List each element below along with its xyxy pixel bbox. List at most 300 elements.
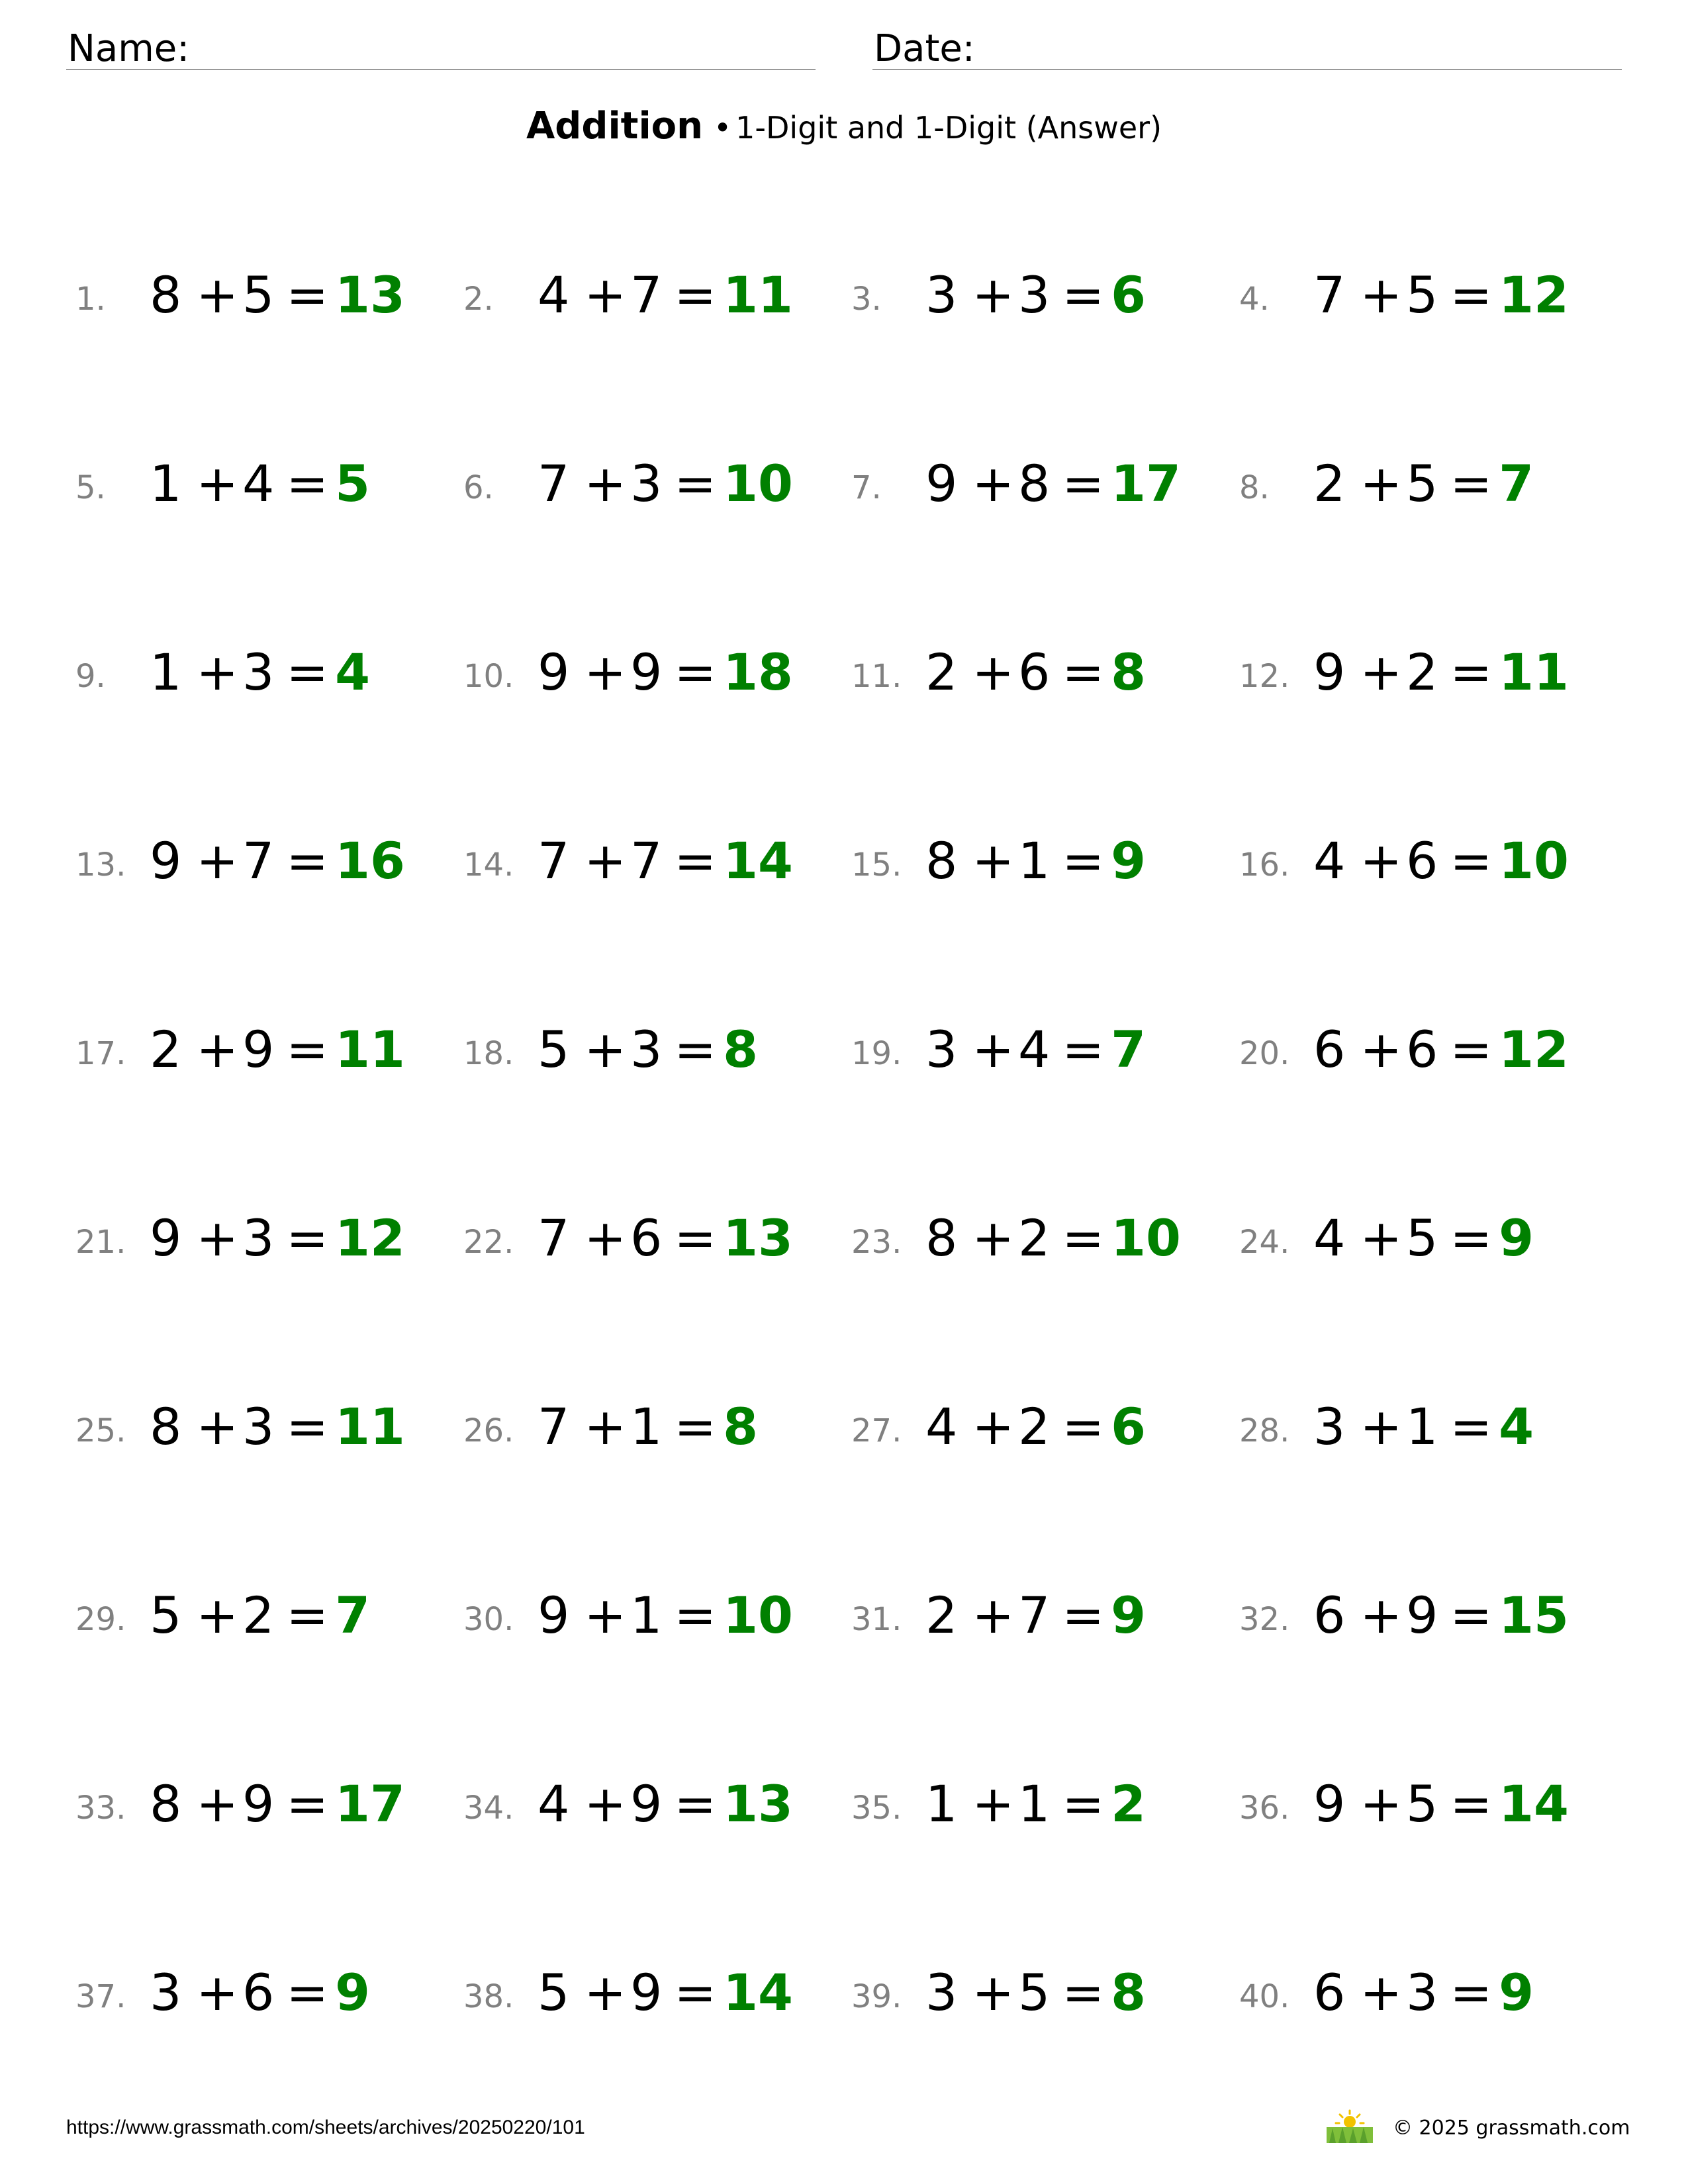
problem-item [1239, 823, 1610, 895]
equals-sign: = [674, 1586, 717, 1645]
equals-sign: = [1062, 1020, 1105, 1079]
problem-number: 13. [75, 846, 126, 884]
addend-a: 9 [925, 454, 958, 513]
equals-sign: = [1062, 1208, 1105, 1267]
addend-a: 1 [925, 1774, 958, 1833]
problem-number: 7. [851, 469, 882, 506]
problem-item [1239, 257, 1610, 330]
problem-item [1239, 1388, 1610, 1461]
answer: 17 [335, 1774, 405, 1833]
addend-a: 3 [925, 1020, 958, 1079]
addend-b: 2 [1406, 643, 1438, 702]
equals-sign: = [1062, 1586, 1105, 1645]
problem-item [463, 1011, 834, 1084]
answer: 15 [1499, 1586, 1569, 1645]
addend-b: 6 [242, 1963, 275, 2022]
problem-item [1239, 1954, 1610, 2027]
problem-item [463, 823, 834, 895]
problem-expression [150, 454, 370, 513]
answer: 7 [1499, 454, 1534, 513]
answer: 17 [1111, 454, 1181, 513]
problem-number: 22. [463, 1224, 514, 1261]
addend-a: 2 [925, 643, 958, 702]
problem-item [851, 1954, 1222, 2027]
addend-a: 3 [150, 1963, 182, 2022]
plus-sign: + [584, 1397, 627, 1456]
plus-sign: + [972, 1397, 1015, 1456]
addend-b: 4 [1018, 1020, 1051, 1079]
problem-expression [925, 643, 1146, 702]
answer: 8 [723, 1397, 758, 1456]
addend-a: 4 [538, 265, 570, 324]
equals-sign: = [1450, 1586, 1493, 1645]
plus-sign: + [972, 1586, 1015, 1645]
plus-sign: + [1360, 265, 1403, 324]
plus-sign: + [584, 1020, 627, 1079]
problem-item [851, 1766, 1222, 1839]
title-main: Addition [526, 105, 703, 148]
addend-b: 3 [630, 1020, 663, 1079]
plus-sign: + [972, 1020, 1015, 1079]
problem-number: 16. [1239, 846, 1290, 884]
problem-expression [538, 265, 793, 324]
answer: 13 [723, 1774, 793, 1833]
problem-number: 27. [851, 1412, 902, 1449]
problem-expression [150, 1397, 405, 1456]
plus-sign: + [196, 1208, 239, 1267]
addend-b: 2 [1018, 1397, 1051, 1456]
plus-sign: + [584, 1208, 627, 1267]
addend-a: 1 [150, 643, 182, 702]
equals-sign: = [286, 643, 329, 702]
addend-a: 9 [538, 643, 570, 702]
addend-a: 1 [150, 454, 182, 513]
problem-number: 24. [1239, 1224, 1290, 1261]
equals-sign: = [1450, 454, 1493, 513]
equals-sign: = [1450, 1397, 1493, 1456]
addend-a: 2 [925, 1586, 958, 1645]
plus-sign: + [1360, 643, 1403, 702]
problem-number: 36. [1239, 1790, 1290, 1827]
answer: 6 [1111, 265, 1146, 324]
plus-sign: + [972, 1208, 1015, 1267]
problem-number: 28. [1239, 1412, 1290, 1449]
problem-expression [538, 831, 793, 890]
problem-number: 29. [75, 1601, 126, 1638]
plus-sign: + [1360, 1774, 1403, 1833]
plus-sign: + [584, 1586, 627, 1645]
equals-sign: = [286, 1586, 329, 1645]
problem-expression [1313, 454, 1534, 513]
addend-b: 3 [242, 1208, 275, 1267]
addend-b: 1 [630, 1397, 663, 1456]
plus-sign: + [584, 643, 627, 702]
equals-sign: = [1062, 265, 1105, 324]
equals-sign: = [674, 643, 717, 702]
problem-item [463, 1388, 834, 1461]
addend-a: 6 [1313, 1020, 1346, 1079]
date-field[interactable] [872, 25, 1622, 70]
equals-sign: = [1450, 831, 1493, 890]
addend-a: 5 [538, 1020, 570, 1079]
answer: 10 [723, 1586, 793, 1645]
problem-item [75, 1766, 446, 1839]
problem-number: 18. [463, 1035, 514, 1072]
problem-item [463, 445, 834, 518]
problem-number: 3. [851, 281, 882, 318]
problem-expression [925, 1208, 1181, 1267]
equals-sign: = [1450, 1020, 1493, 1079]
answer: 9 [1499, 1208, 1534, 1267]
equals-sign: = [674, 1020, 717, 1079]
addend-b: 5 [242, 265, 275, 324]
addend-a: 8 [925, 1208, 958, 1267]
equals-sign: = [674, 1774, 717, 1833]
problem-item [75, 1200, 446, 1273]
equals-sign: = [674, 1208, 717, 1267]
addend-a: 5 [538, 1963, 570, 2022]
addend-a: 7 [1313, 265, 1346, 324]
addend-b: 1 [630, 1586, 663, 1645]
plus-sign: + [972, 831, 1015, 890]
equals-sign: = [674, 265, 717, 324]
problem-item [1239, 1766, 1610, 1839]
title-subtitle: 1-Digit and 1-Digit (Answer) [735, 110, 1162, 146]
problem-expression [1313, 1397, 1534, 1456]
answer: 11 [1499, 643, 1569, 702]
answer: 6 [1111, 1397, 1146, 1456]
addend-b: 8 [1018, 454, 1051, 513]
problem-number: 2. [463, 281, 494, 318]
answer: 10 [723, 454, 793, 513]
title-separator: • [713, 110, 732, 146]
problem-item [75, 1954, 446, 2027]
answer: 14 [1499, 1774, 1569, 1833]
problem-expression [925, 831, 1146, 890]
addend-a: 7 [538, 1397, 570, 1456]
equals-sign: = [674, 1963, 717, 2022]
problem-item [75, 1577, 446, 1650]
problem-item [851, 1577, 1222, 1650]
addend-b: 3 [242, 1397, 275, 1456]
addend-a: 4 [538, 1774, 570, 1833]
plus-sign: + [196, 1963, 239, 2022]
problem-expression [1313, 831, 1569, 890]
problem-item [75, 634, 446, 707]
problem-expression [538, 454, 793, 513]
answer: 2 [1111, 1774, 1146, 1833]
equals-sign: = [286, 831, 329, 890]
problem-item [1239, 634, 1610, 707]
problem-number: 30. [463, 1601, 514, 1638]
addend-a: 9 [538, 1586, 570, 1645]
addend-b: 3 [1018, 265, 1051, 324]
addend-a: 9 [1313, 1774, 1346, 1833]
plus-sign: + [584, 1774, 627, 1833]
plus-sign: + [972, 1963, 1015, 2022]
answer: 13 [723, 1208, 793, 1267]
problem-number: 33. [75, 1790, 126, 1827]
problem-expression [150, 1963, 370, 2022]
sun-icon [1336, 2111, 1364, 2128]
answer: 8 [1111, 643, 1146, 702]
equals-sign: = [286, 454, 329, 513]
problem-number: 12. [1239, 658, 1290, 695]
addend-a: 6 [1313, 1586, 1346, 1645]
equals-sign: = [1062, 1397, 1105, 1456]
problem-number: 5. [75, 469, 106, 506]
addend-b: 3 [242, 643, 275, 702]
plus-sign: + [584, 265, 627, 324]
answer: 7 [1111, 1020, 1146, 1079]
answer: 8 [723, 1020, 758, 1079]
addend-b: 1 [1018, 1774, 1051, 1833]
addend-a: 4 [925, 1397, 958, 1456]
addend-b: 1 [1406, 1397, 1438, 1456]
equals-sign: = [1062, 643, 1105, 702]
plus-sign: + [1360, 1020, 1403, 1079]
problem-item [75, 1011, 446, 1084]
answer: 11 [335, 1020, 405, 1079]
problem-expression [925, 1020, 1146, 1079]
equals-sign: = [1450, 643, 1493, 702]
equals-sign: = [286, 1208, 329, 1267]
answer: 9 [1111, 831, 1146, 890]
problem-expression [150, 831, 405, 890]
problem-expression [150, 1208, 405, 1267]
problem-number: 39. [851, 1978, 902, 2015]
plus-sign: + [584, 1963, 627, 2022]
plus-sign: + [972, 265, 1015, 324]
addend-a: 7 [538, 1208, 570, 1267]
addend-b: 5 [1406, 265, 1438, 324]
plus-sign: + [196, 1586, 239, 1645]
addend-b: 1 [1018, 831, 1051, 890]
problem-number: 25. [75, 1412, 126, 1449]
problem-number: 23. [851, 1224, 902, 1261]
problem-expression [925, 454, 1181, 513]
addend-b: 3 [630, 454, 663, 513]
problem-expression [1313, 1208, 1534, 1267]
problem-item [463, 257, 834, 330]
addend-b: 7 [630, 831, 663, 890]
equals-sign: = [1450, 1963, 1493, 2022]
problem-expression [1313, 265, 1569, 324]
equals-sign: = [286, 1397, 329, 1456]
equals-sign: = [1062, 454, 1105, 513]
name-label: Name: [68, 27, 190, 70]
problem-number: 17. [75, 1035, 126, 1072]
equals-sign: = [286, 1963, 329, 2022]
problem-expression [538, 1208, 793, 1267]
addend-b: 7 [1018, 1586, 1051, 1645]
problem-expression [150, 1774, 405, 1833]
problem-expression [538, 1774, 793, 1833]
plus-sign: + [196, 265, 239, 324]
problem-item [851, 1200, 1222, 1273]
addend-a: 8 [925, 831, 958, 890]
addend-b: 9 [630, 643, 663, 702]
problem-number: 20. [1239, 1035, 1290, 1072]
answer: 9 [1499, 1963, 1534, 2022]
answer: 7 [335, 1586, 370, 1645]
date-label: Date: [874, 27, 975, 70]
problem-number: 26. [463, 1412, 514, 1449]
problem-expression [925, 1397, 1146, 1456]
problem-item [463, 634, 834, 707]
addend-a: 3 [925, 1963, 958, 2022]
problem-number: 31. [851, 1601, 902, 1638]
addend-a: 4 [1313, 831, 1346, 890]
problem-number: 14. [463, 846, 514, 884]
addend-a: 8 [150, 265, 182, 324]
addend-a: 2 [1313, 454, 1346, 513]
answer: 8 [1111, 1963, 1146, 2022]
footer-copyright: © 2025 grassmath.com [1393, 2116, 1630, 2140]
addend-b: 9 [630, 1963, 663, 2022]
equals-sign: = [674, 1397, 717, 1456]
plus-sign: + [972, 1774, 1015, 1833]
addend-b: 4 [242, 454, 275, 513]
answer: 9 [335, 1963, 370, 2022]
addend-b: 2 [1018, 1208, 1051, 1267]
problem-expression [538, 1963, 793, 2022]
problem-item [851, 1011, 1222, 1084]
equals-sign: = [1450, 265, 1493, 324]
equals-sign: = [674, 454, 717, 513]
problem-expression [150, 1586, 370, 1645]
addend-a: 3 [925, 265, 958, 324]
name-field[interactable] [66, 25, 816, 70]
plus-sign: + [1360, 1208, 1403, 1267]
problem-item [75, 1388, 446, 1461]
problem-expression [1313, 1020, 1569, 1079]
problem-item [463, 1200, 834, 1273]
problem-number: 34. [463, 1790, 514, 1827]
problem-item [851, 1388, 1222, 1461]
problem-number: 40. [1239, 1978, 1290, 2015]
addend-a: 3 [1313, 1397, 1346, 1456]
addend-a: 2 [150, 1020, 182, 1079]
plus-sign: + [196, 831, 239, 890]
problem-expression [1313, 643, 1569, 702]
addend-a: 6 [1313, 1963, 1346, 2022]
problem-expression [925, 265, 1146, 324]
addend-b: 9 [242, 1020, 275, 1079]
problem-expression [925, 1586, 1146, 1645]
answer: 11 [335, 1397, 405, 1456]
answer: 14 [723, 831, 793, 890]
worksheet-title [0, 105, 1688, 148]
answer: 12 [1499, 265, 1569, 324]
problem-item [1239, 1200, 1610, 1273]
problem-number: 11. [851, 658, 902, 695]
answer: 4 [1499, 1397, 1534, 1456]
problem-number: 35. [851, 1790, 902, 1827]
problem-item [75, 257, 446, 330]
answer: 4 [335, 643, 370, 702]
equals-sign: = [1450, 1774, 1493, 1833]
problem-item [1239, 445, 1610, 518]
addend-b: 9 [630, 1774, 663, 1833]
plus-sign: + [196, 1774, 239, 1833]
problem-item [1239, 1577, 1610, 1650]
equals-sign: = [1062, 1774, 1105, 1833]
equals-sign: = [286, 1020, 329, 1079]
answer: 10 [1111, 1208, 1181, 1267]
plus-sign: + [196, 1020, 239, 1079]
problem-number: 32. [1239, 1601, 1290, 1638]
answer: 13 [335, 265, 405, 324]
equals-sign: = [286, 265, 329, 324]
addend-b: 6 [1406, 1020, 1438, 1079]
problem-expression [538, 643, 793, 702]
problem-item [851, 257, 1222, 330]
problem-item [463, 1954, 834, 2027]
plus-sign: + [972, 454, 1015, 513]
addend-b: 2 [242, 1586, 275, 1645]
problem-item [851, 634, 1222, 707]
plus-sign: + [196, 454, 239, 513]
plus-sign: + [1360, 831, 1403, 890]
problem-number: 9. [75, 658, 106, 695]
addend-a: 9 [150, 831, 182, 890]
addend-a: 4 [1313, 1208, 1346, 1267]
grass-icon [1327, 2127, 1373, 2143]
answer: 14 [723, 1963, 793, 2022]
equals-sign: = [286, 1774, 329, 1833]
addend-b: 6 [1406, 831, 1438, 890]
problem-expression [1313, 1586, 1569, 1645]
addend-b: 7 [242, 831, 275, 890]
addend-a: 5 [150, 1586, 182, 1645]
plus-sign: + [196, 643, 239, 702]
addend-a: 7 [538, 831, 570, 890]
problem-expression [538, 1586, 793, 1645]
problem-item [851, 823, 1222, 895]
addend-b: 5 [1406, 1774, 1438, 1833]
addend-a: 9 [150, 1208, 182, 1267]
addend-b: 6 [1018, 643, 1051, 702]
plus-sign: + [1360, 1963, 1403, 2022]
plus-sign: + [584, 454, 627, 513]
addend-a: 9 [1313, 643, 1346, 702]
addend-b: 5 [1406, 454, 1438, 513]
plus-sign: + [1360, 1397, 1403, 1456]
answer: 5 [335, 454, 370, 513]
problem-expression [538, 1397, 758, 1456]
answer: 10 [1499, 831, 1569, 890]
problem-expression [150, 265, 405, 324]
problem-expression [925, 1963, 1146, 2022]
problem-number: 8. [1239, 469, 1270, 506]
problem-item [1239, 1011, 1610, 1084]
problem-number: 15. [851, 846, 902, 884]
problem-expression [150, 1020, 405, 1079]
problem-number: 4. [1239, 281, 1270, 318]
answer: 9 [1111, 1586, 1146, 1645]
answer: 12 [1499, 1020, 1569, 1079]
problem-number: 38. [463, 1978, 514, 2015]
addend-b: 9 [1406, 1586, 1438, 1645]
answer: 11 [723, 265, 793, 324]
equals-sign: = [1062, 1963, 1105, 2022]
problem-item [463, 1577, 834, 1650]
answer: 12 [335, 1208, 405, 1267]
addend-a: 8 [150, 1774, 182, 1833]
problem-number: 19. [851, 1035, 902, 1072]
plus-sign: + [1360, 1586, 1403, 1645]
